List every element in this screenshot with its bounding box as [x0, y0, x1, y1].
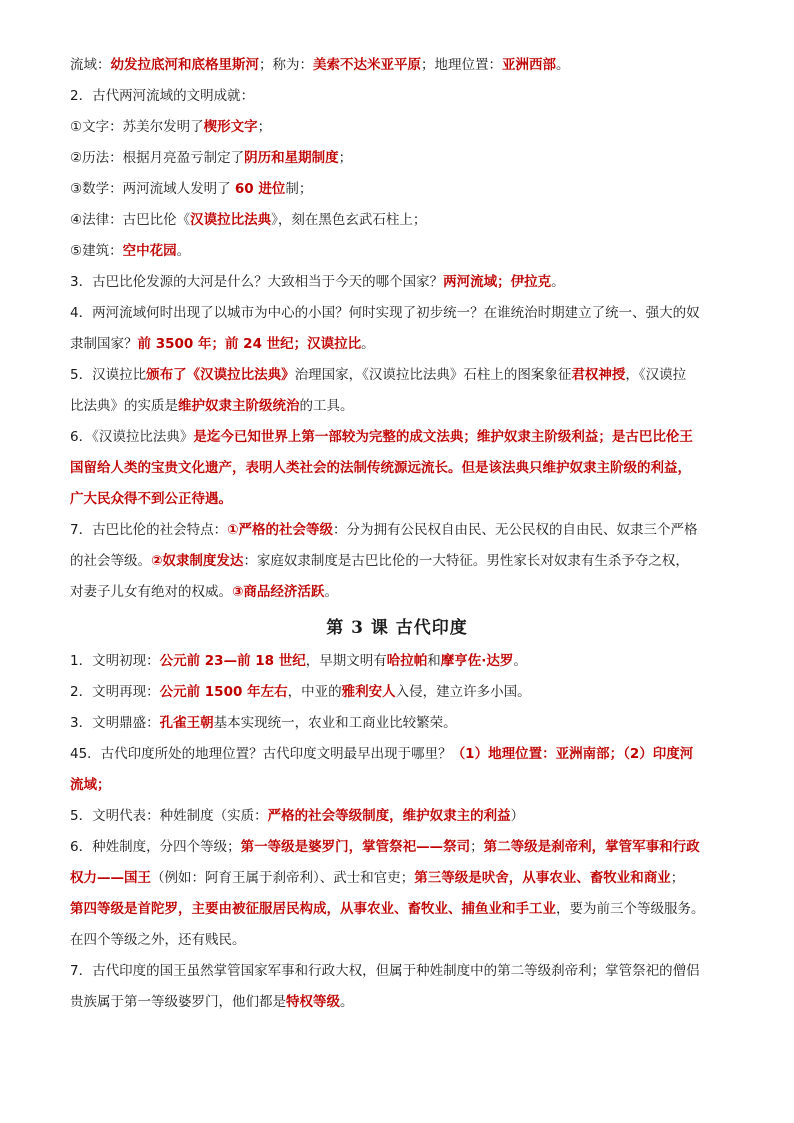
text-run: ；地理位置： [421, 57, 502, 73]
text-run: 。 [176, 243, 191, 259]
text-run: 对妻子儿女有绝对的权威。 [70, 584, 232, 600]
text-line [70, 484, 724, 515]
text-line [70, 143, 724, 174]
text-line [70, 50, 724, 81]
highlighted-text: 权力——国王 [70, 870, 151, 886]
highlighted-text: 摩亨佐·达罗 [440, 653, 514, 669]
text-run: 的工具。 [299, 398, 354, 414]
text-run: 隶制国家？ [70, 336, 138, 352]
text-run: 3．文明鼎盛： [70, 715, 160, 731]
highlighted-text: 维护奴隶主阶级统治 [178, 398, 300, 414]
text-line [70, 956, 724, 987]
highlighted-text: 两河流域；伊拉克 [443, 274, 552, 290]
text-line [70, 174, 724, 205]
highlighted-text: 第四等级是首陀罗，主要由被征服居民构成，从事农业、畜牧业、捕鱼业和手工业 [70, 901, 556, 917]
highlighted-text: 君权神授 [571, 367, 626, 383]
text-run: ，《汉谟拉 [625, 367, 687, 383]
text-line [70, 646, 724, 677]
text-run: 。 [340, 994, 354, 1010]
highlighted-text: 第二等级是刹帝利，掌管军事和行政 [483, 839, 700, 855]
text-run: 。 [324, 584, 338, 600]
text-run: ； [257, 119, 272, 135]
text-run: 2．文明再现： [70, 684, 160, 700]
text-line [70, 863, 724, 894]
highlighted-text: 广大民众得不到公正待遇。 [70, 491, 232, 507]
highlighted-text: 幼发拉底河和底格里斯河 [110, 57, 259, 73]
text-run: 6．种姓制度，分四个等级； [70, 839, 241, 855]
text-run: ； [670, 870, 685, 886]
text-line [70, 112, 724, 143]
text-run: 。 [556, 57, 570, 73]
text-line [70, 770, 724, 801]
text-run: ； [470, 839, 484, 855]
highlighted-text: 前 3500 年；前 24 世纪；汉谟拉比 [137, 336, 362, 352]
text-line [70, 329, 724, 360]
text-line [70, 236, 724, 267]
highlighted-text: 严格的社会等级制度，维护奴隶主的利益 [267, 808, 511, 824]
highlighted-text: 60 进位 [234, 181, 286, 197]
text-run: 3．古巴比伦发源的大河是什么？大致相当于今天的哪个国家？ [70, 274, 444, 290]
text-run: 5．文明代表：种姓制度（实质： [70, 808, 268, 824]
highlighted-text: 颁布了《汉谟拉比法典》 [146, 367, 295, 383]
highlighted-text: 流域； [70, 777, 111, 793]
text-line [70, 81, 724, 112]
highlighted-text: 空中花园 [122, 243, 177, 259]
highlighted-text: 第三等级是吠舍，从事农业、畜牧业和商业 [414, 870, 671, 886]
highlighted-text: （1）地理位置：亚洲南部；（2）印度河 [451, 746, 694, 762]
text-line [70, 832, 724, 863]
highlighted-text: 国留给人类的宝贵文化遗产，表明人类社会的法制传统源远流长。但是该法典只维护奴隶主阶级的利益， [70, 460, 691, 476]
text-run: ，要为前三个等级服务。 [556, 901, 705, 917]
text-run: 4．两河流域何时出现了以城市为中心的小国？何时实现了初步统一？在谁统治时期建立了统一、强大的奴 [70, 305, 700, 321]
text-line [70, 739, 724, 770]
highlighted-text: 汉谟拉比法典 [190, 212, 272, 228]
text-line [70, 801, 724, 832]
text-line [70, 987, 724, 1018]
text-run: 流域： [70, 57, 111, 73]
text-run: 治理国家，《汉谟拉比法典》石柱上的图案象征 [294, 367, 572, 383]
text-line [70, 577, 724, 608]
text-run: ，早期文明有 [305, 653, 387, 669]
text-run: 5．汉谟拉比 [70, 367, 147, 383]
highlighted-text: 阴历和星期制度 [244, 150, 339, 166]
text-run: ⑤建筑： [70, 243, 123, 259]
text-line [70, 925, 724, 956]
text-line [70, 205, 724, 236]
text-run: 制； [285, 181, 313, 197]
text-line [70, 453, 724, 484]
highlighted-text: ③商品经济活跃 [232, 584, 325, 600]
text-run: 7．古巴比伦的社会特点： [70, 522, 228, 538]
text-run: 6．《汉谟拉比法典》 [70, 429, 194, 445]
text-run: 贵族属于第一等级婆罗门，他们都是 [70, 994, 286, 1010]
text-run: 比法典》的实质是 [70, 398, 178, 414]
text-run: 。 [551, 274, 565, 290]
highlighted-text: 楔形文字 [203, 119, 258, 135]
text-run: ） [510, 808, 525, 824]
text-run: 45．古代印度所处的地理位置？古代印度文明最早出现于哪里？ [70, 746, 452, 762]
text-line [70, 894, 724, 925]
text-line [70, 546, 724, 577]
highlighted-text: ②奴隶制度发达 [151, 553, 244, 569]
text-run: ； [338, 150, 353, 166]
text-line [70, 708, 724, 739]
text-line [70, 298, 724, 329]
highlighted-text: 特权等级 [286, 994, 340, 1010]
text-run: ：家庭奴隶制度是古巴比伦的一大特征。男性家长对奴隶有生杀予夺之权， [243, 553, 689, 569]
text-run: 基本实现统一，农业和工商业比较繁荣。 [213, 715, 457, 731]
text-run: （例如：阿育王属于刹帝利）、武士和官吏； [151, 870, 415, 886]
text-run: ，中亚的 [287, 684, 342, 700]
text-run: 。 [513, 653, 527, 669]
text-run: ；称为： [259, 57, 313, 73]
text-line [70, 360, 724, 391]
section-ancient-india [70, 646, 724, 1018]
text-line [70, 677, 724, 708]
text-line [70, 267, 724, 298]
lesson-title: 第 3 课 古代印度 [326, 618, 468, 638]
text-run: 7．古代印度的国王虽然掌管国家军事和行政大权，但属于种姓制度中的第二等级刹帝利；掌管祭祀的僧侣 [70, 963, 700, 979]
text-line [70, 515, 724, 546]
text-run: ②历法：根据月亮盈亏制定了 [70, 150, 245, 166]
highlighted-text: 公元前 1500 年左右 [159, 684, 288, 700]
text-run: 入侵，建立许多小国。 [395, 684, 531, 700]
text-line [70, 391, 724, 422]
text-run: ：分为拥有公民权自由民、无公民权的自由民、奴隶三个严格 [333, 522, 698, 538]
highlighted-text: 孔雀王朝 [159, 715, 214, 731]
text-run: 1．文明初现： [70, 653, 160, 669]
text-run: 和 [427, 653, 441, 669]
text-run: ④法律：古巴比伦《 [70, 212, 191, 228]
text-run: 。 [361, 336, 375, 352]
text-run: 的社会等级。 [70, 553, 151, 569]
text-line [70, 422, 724, 453]
text-run: ①文字：苏美尔发明了 [70, 119, 204, 135]
highlighted-text: ①严格的社会等级 [227, 522, 334, 538]
highlighted-text: 雅利安人 [341, 684, 396, 700]
highlighted-text: 第一等级是婆罗门，掌管祭祀——祭司 [240, 839, 471, 855]
highlighted-text: 哈拉帕 [386, 653, 428, 669]
highlighted-text: 是迄今已知世界上第一部较为完整的成文法典；维护奴隶主阶级利益；是古巴比伦王 [193, 429, 693, 445]
text-run: ③数学：两河流域人发明了 [70, 181, 235, 197]
text-run: 在四个等级之外，还有贱民。 [70, 932, 246, 948]
text-run: 2．古代两河流域的文明成就： [70, 88, 255, 104]
highlighted-text: 公元前 23—前 18 世纪 [159, 653, 306, 669]
highlighted-text: 亚洲西部 [502, 57, 556, 73]
document-page [70, 50, 724, 1018]
section-two-rivers [70, 50, 724, 608]
highlighted-text: 美索不达米亚平原 [313, 57, 421, 73]
text-run: 》，刻在黑色玄武石柱上； [271, 212, 427, 228]
